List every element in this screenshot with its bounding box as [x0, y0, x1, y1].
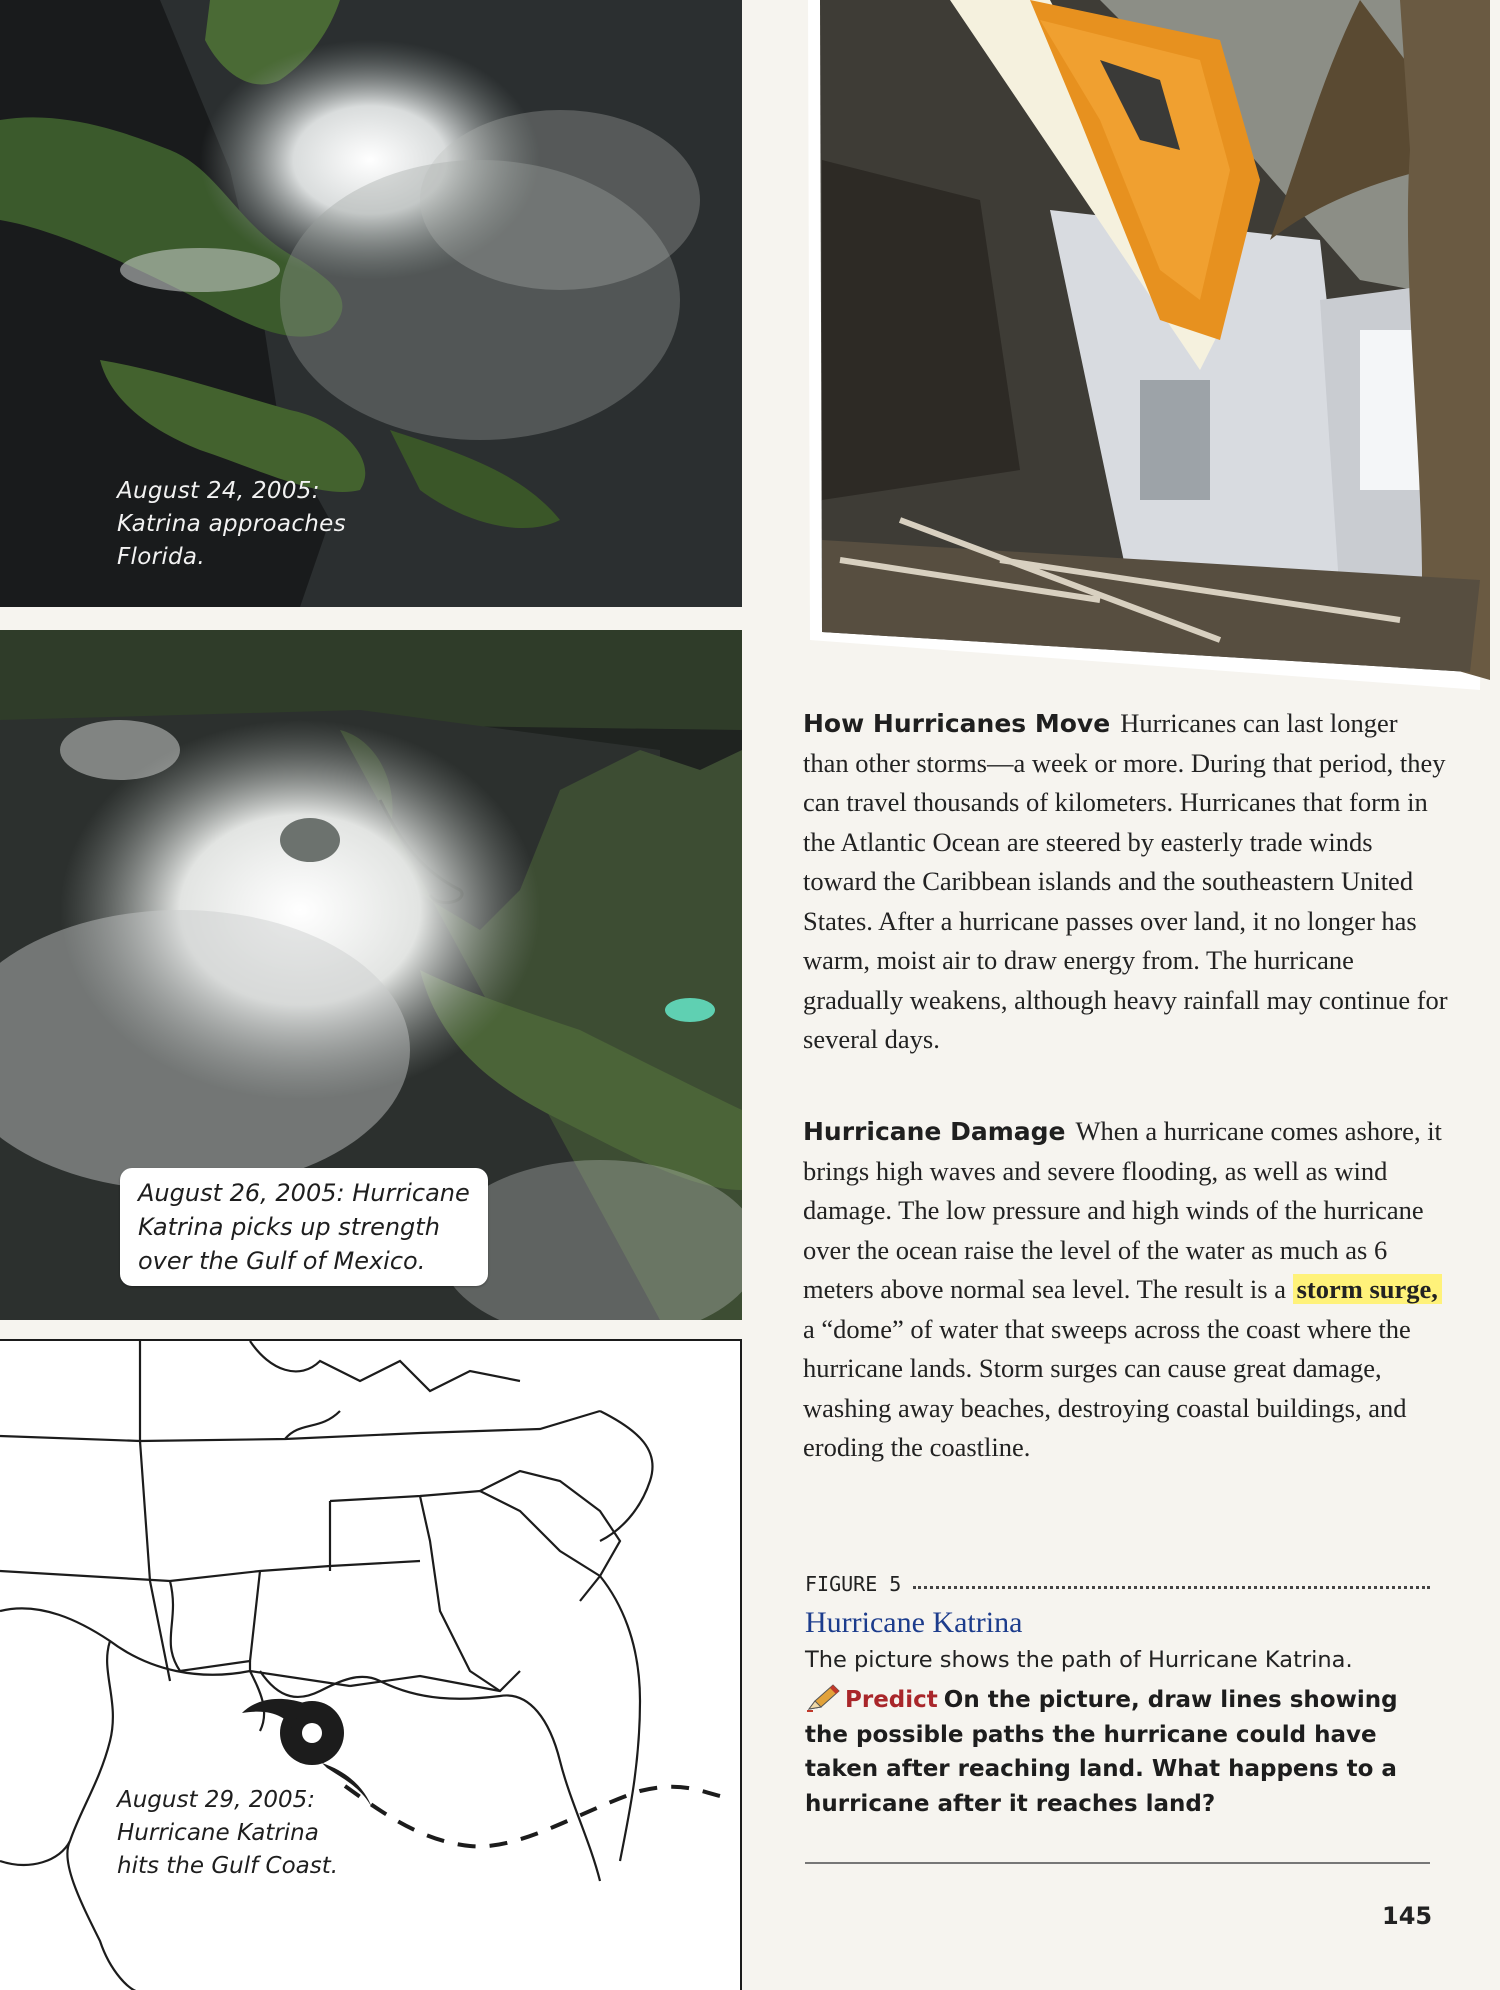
caption-line: August 29, 2005:: [117, 1787, 315, 1813]
southeast-us-map: [0, 1339, 742, 1990]
caption-line: Katrina approaches: [117, 511, 346, 537]
predict-prompt: [805, 1683, 1445, 1821]
caption-line: Katrina picks up strength: [138, 1213, 440, 1241]
caption-line: August 26, 2005: Hurricane: [138, 1179, 470, 1207]
section-hurricane-damage: [803, 1112, 1448, 1468]
satellite-photo-aug26: [0, 630, 742, 1320]
sat1-caption: [117, 475, 346, 574]
section-body-part1: When a hurricane comes ashore, it brings high waves and severe flooding, as well as wind damage. The low pressure and high winds of the hurricane over the ocean raise the level of the water as much as 6 meters above normal sea level. The result is a: [803, 1116, 1442, 1304]
figure-label: [805, 1572, 1430, 1596]
storm-damage-photo: [800, 0, 1490, 700]
figure-description: The picture shows the path of Hurricane Katrina.: [805, 1647, 1353, 1673]
caption-line: hits the Gulf Coast.: [117, 1853, 339, 1879]
sat2-caption: [120, 1168, 488, 1286]
figure-title: Hurricane Katrina: [805, 1606, 1023, 1639]
page-number: 145: [1382, 1902, 1433, 1930]
caption-line: Florida.: [117, 544, 205, 570]
section-body: Hurricanes can last longer than other storms—a week or more. During that period, they can travel thousands of kilometers. Hurricanes that form in the Atlantic Ocean are steered by easterly trade winds toward the Caribbean islands and the southeastern United States. After a hurricane passes over land, it no longer has warm, moist air to draw energy from. The hurricane gradually weakens, although heavy rainfall may continue for several days.: [803, 708, 1448, 1054]
section-how-hurricanes-move: [803, 704, 1448, 1060]
dotted-rule: [913, 1586, 1430, 1589]
predict-keyword: Predict: [845, 1687, 938, 1713]
section-heading: How Hurricanes Move: [803, 709, 1111, 738]
map-caption: [117, 1784, 338, 1883]
section-heading: Hurricane Damage: [803, 1117, 1066, 1146]
figure-number: FIGURE 5: [805, 1572, 902, 1596]
section-body-part2: a “dome” of water that sweeps across the coast where the hurricane lands. Storm surges can cause great damage, washing away beaches, destroying coastal buildings, and eroding the coastline.: [803, 1313, 1411, 1462]
caption-line: August 24, 2005:: [117, 478, 320, 504]
pencil-icon: [805, 1683, 841, 1713]
key-term-highlight: storm surge,: [1293, 1274, 1442, 1304]
caption-line: over the Gulf of Mexico.: [138, 1247, 426, 1275]
satellite-photo-aug24: [0, 0, 742, 607]
predict-question: On the picture, draw lines showing the possible paths the hurricane could have taken after reaching land. What happens to a hurricane after it reaches land?: [805, 1687, 1398, 1817]
answer-line: [805, 1862, 1430, 1864]
caption-line: Hurricane Katrina: [117, 1820, 319, 1846]
